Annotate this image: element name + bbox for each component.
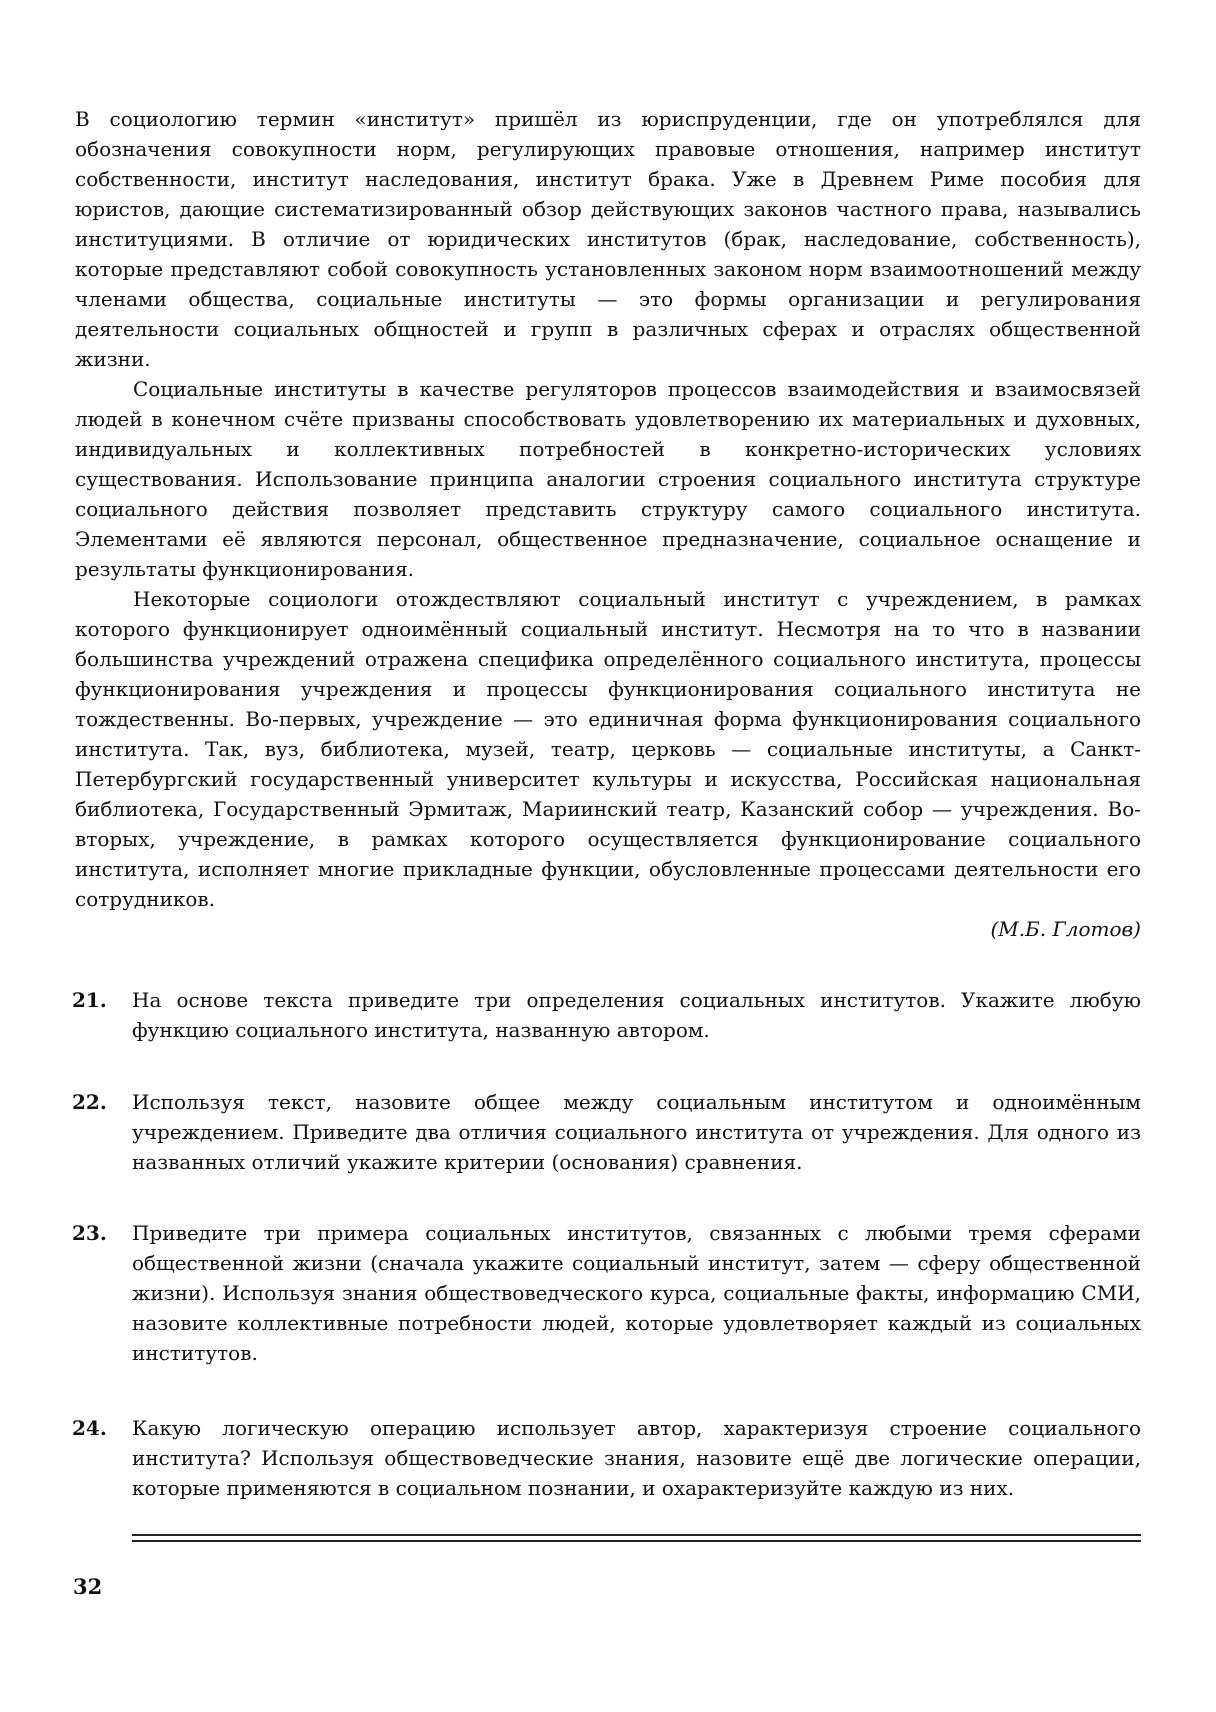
question-text: Какую логическую операцию использует автор, характеризуя строение социального института? Используя обществоведческие знания, назовите ещё две логические операции, которые применяются в социальном познании, и охарактеризуйте каждую из них. — [132, 1416, 1141, 1500]
question-text: Приведите три примера социальных институтов, связанных с любыми тремя сферами общественной жизни (сначала укажите социальный институт, затем — сферу общественной жизни). Используя знания обществоведческого курса, социальные факты, информацию СМИ, назовите коллективные потребности людей, которые удовлетворяет каждый из социальных институтов. — [132, 1221, 1141, 1365]
question-text: Используя текст, назовите общее между социальным институтом и одноимённым учреждением. Приведите два отличия социального института от учреждения. Для одного из названных отличий укажите критерии (основания) сравнения. — [132, 1090, 1141, 1174]
question-number: 23. — [72, 1221, 107, 1245]
passage-paragraph-1: В социологию термин «институт» пришёл из юриспруденции, где он употреблялся для обозначения совокупности норм, регулирующих правовые отношения, например институт собственности, институт наследования, институт брака. Уже в Древнем Риме пособия для юристов, дающие систематизированный обзор действующих законов частного права, назывались институциями. В отличие от юридических институтов (брак, наследование, собственность), которые представляют собой совокупность установленных законом норм взаимоотношений между членами общества, социальные институты — это формы организации и регулирования деятельности социальных общностей и групп в различных сферах и отраслях общественной жизни. — [75, 107, 1141, 371]
question-number: 22. — [72, 1090, 107, 1114]
passage-paragraph-3: Некоторые социологи отождествляют социальный институт с учреждением, в рамках которого функционирует одноимённый социальный институт. Несмотря на то что в названии большинства учреждений отражена специфика определённого социального института, процессы функционирования учреждения и процессы функционирования социального института не тождественны. Во-первых, учреждение — это единичная форма функционирования социального института. Так, вуз, библиотека, музей, театр, церковь — социальные институты, а Санкт-Петербургский государственный университет культуры и искусства, Российская национальная библиотека, Государственный Эрмитаж, Мариинский театр, Казанский собор — учреждения. Во-вторых, учреждение, в рамках которого осуществляется функционирование социального института, исполняет многие прикладные функции, обусловленные процессами деятельности его сотрудников. — [75, 587, 1141, 911]
question-22 — [72, 1087, 1141, 1177]
question-number: 24. — [72, 1416, 107, 1440]
question-24 — [72, 1413, 1141, 1503]
answer-line — [132, 1540, 1141, 1542]
source-text — [75, 104, 1141, 944]
question-21 — [72, 985, 1141, 1045]
answer-line — [132, 1534, 1141, 1536]
question-text: На основе текста приведите три определения социальных институтов. Укажите любую функцию социального института, названную автором. — [132, 988, 1141, 1042]
passage-paragraph-2: Социальные институты в качестве регуляторов процессов взаимодействия и взаимосвязей людей в конечном счёте призваны способствовать удовлетворению их материальных и духовных, индивидуальных и коллективных потребностей в конкретно-исторических условиях существования. Использование принципа аналогии строения социального института структуре социального действия позволяет представить структуру самого социального института. Элементами её являются персонал, общественное предназначение, социальное оснащение и результаты функционирования. — [75, 377, 1141, 581]
question-number: 21. — [72, 988, 107, 1012]
passage-author: (М.Б. Глотов) — [990, 917, 1141, 941]
page-number: 32 — [73, 1574, 103, 1599]
question-23 — [72, 1218, 1141, 1368]
